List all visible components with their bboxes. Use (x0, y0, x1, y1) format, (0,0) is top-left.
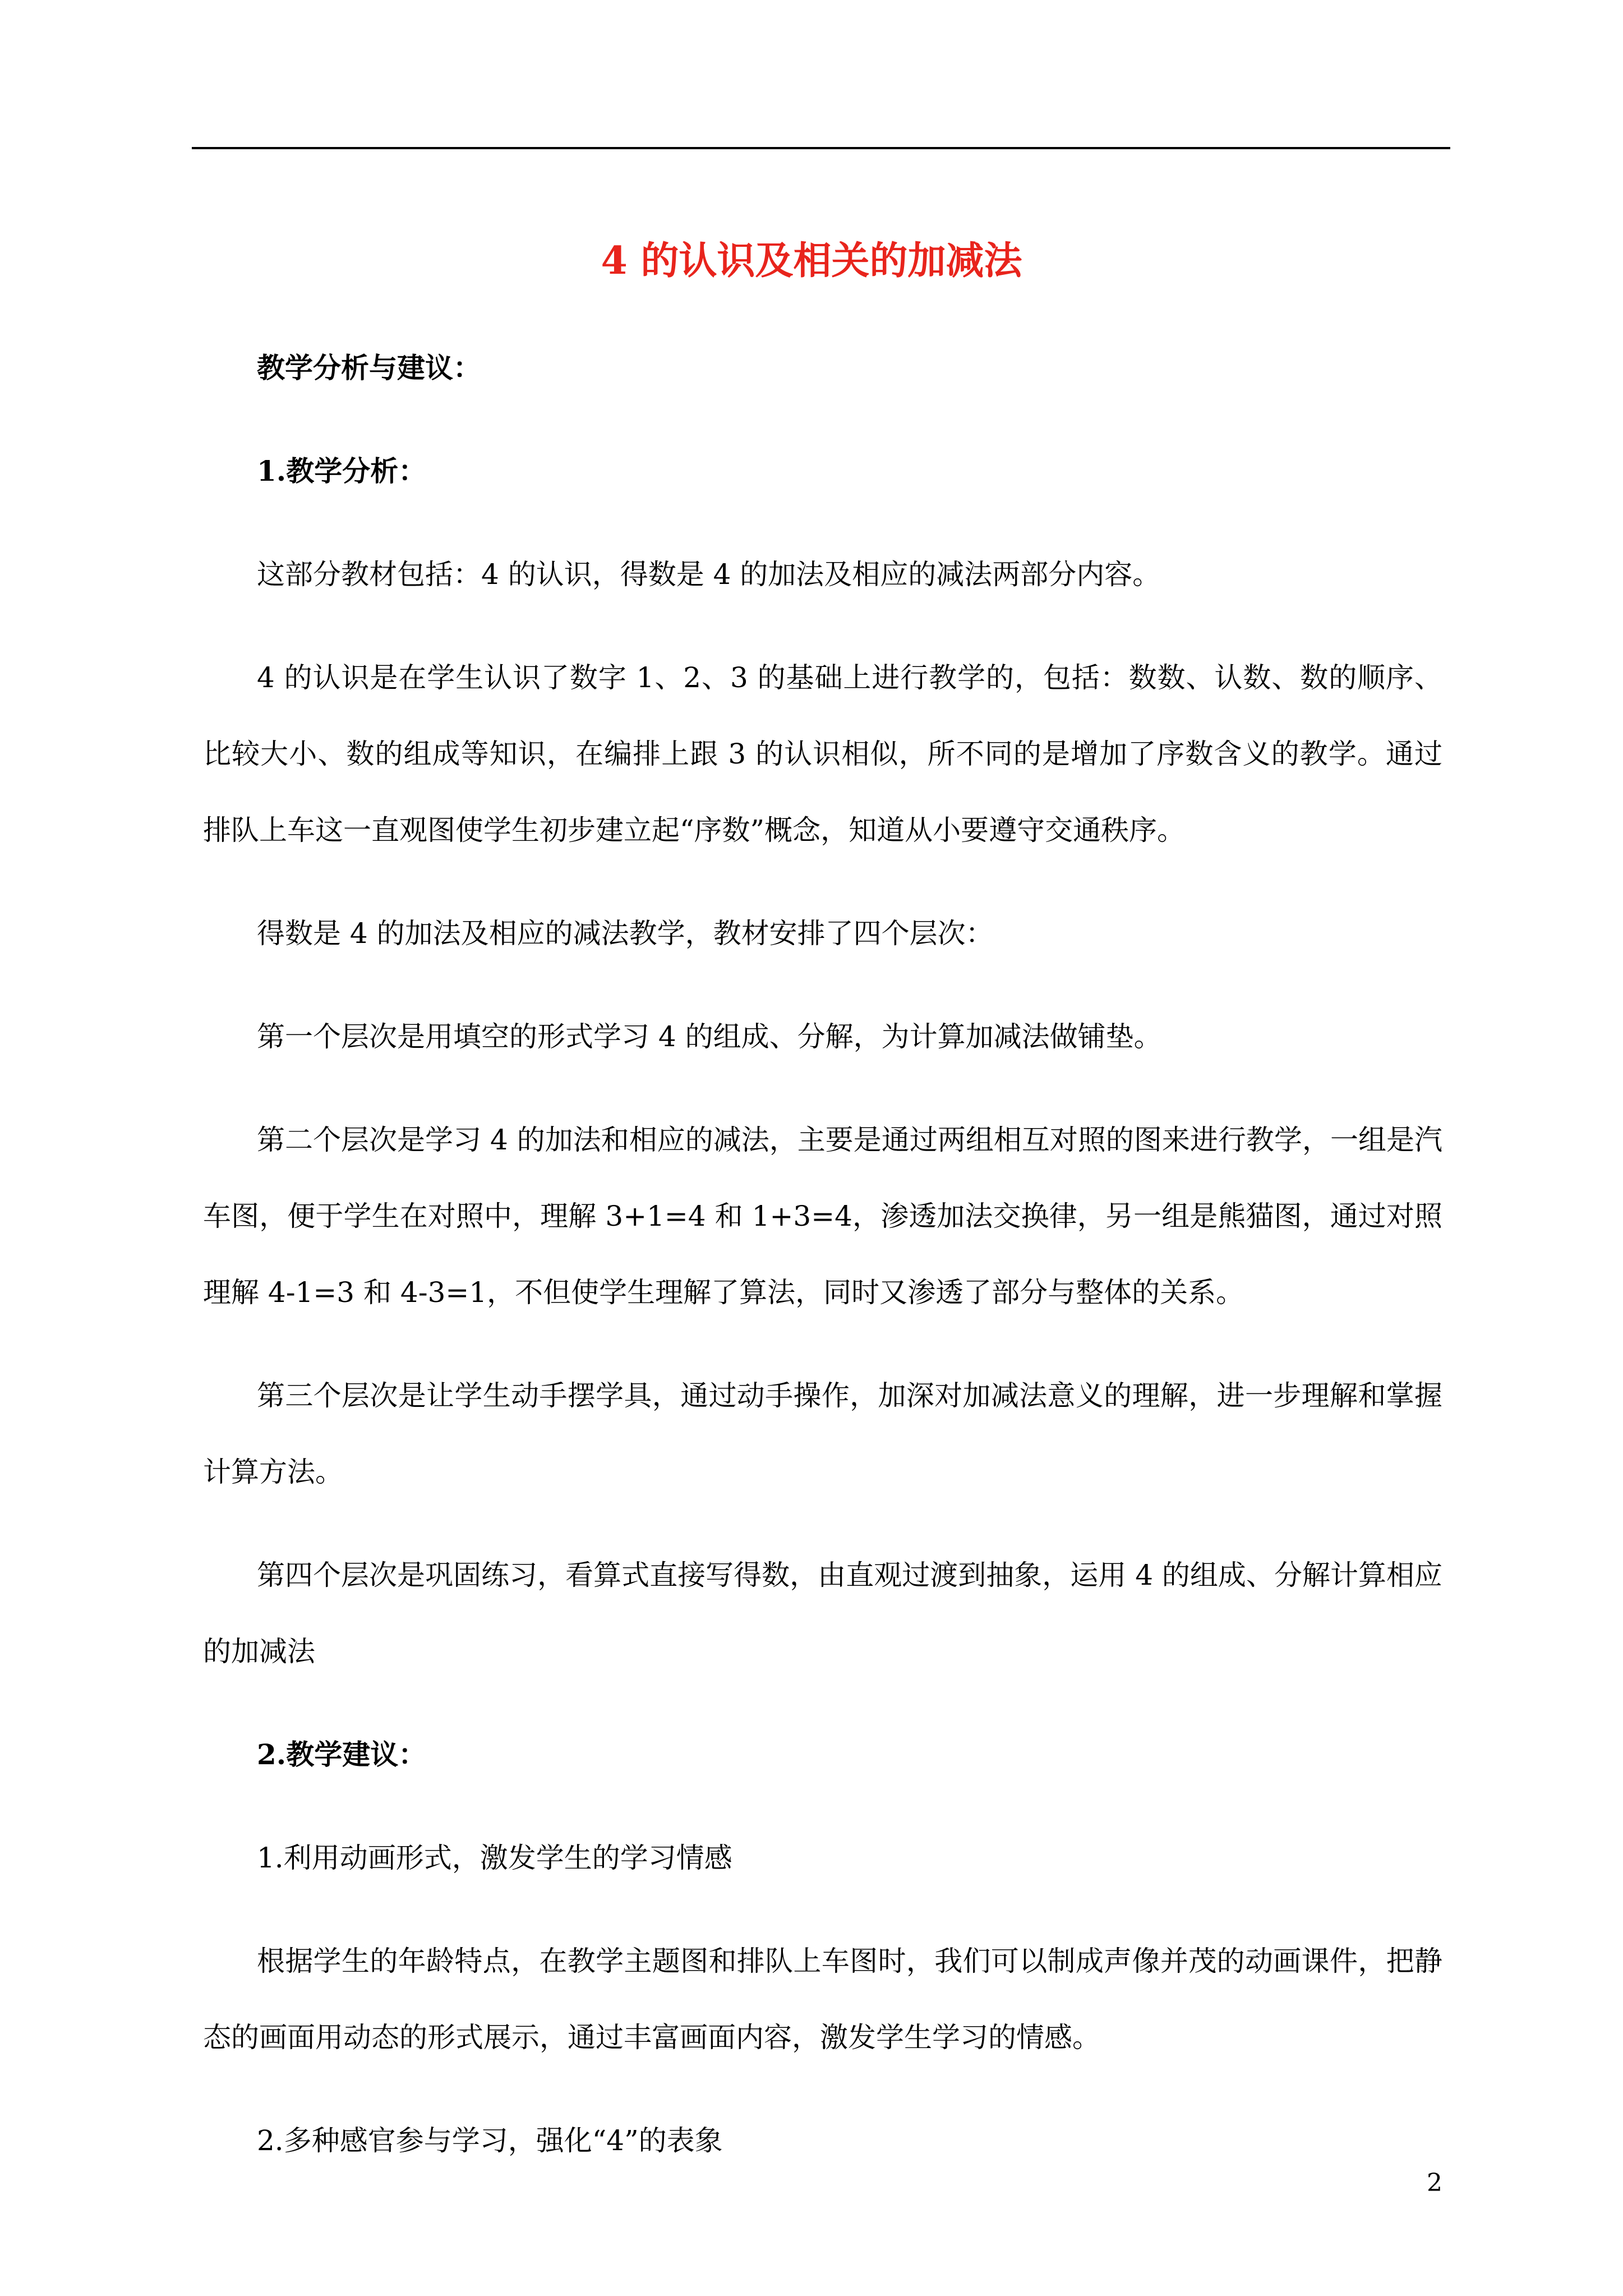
header-rule (192, 147, 1450, 149)
paragraph-5: 得数是 4 的加法及相应的减法教学，教材安排了四个层次： (257, 917, 994, 950)
paragraph-1: 教学分析与建议： (257, 351, 481, 384)
paragraph-6: 第一个层次是用填空的形式学习 4 的组成、分解，为计算加减法做铺垫。 (257, 1020, 1162, 1053)
document-title: 4 的认识及相关的加减法 (601, 238, 1022, 283)
paragraph-7: 第二个层次是学习 4 的加法和相应的减法，主要是通过两组相互对照的图来进行教学，一组是汽车图，便于学生在对照中，理解 3+1=4 和 1+3=4，渗透加法交换律，另一组是熊猫图，通过对照理解 4-1=3 和 4-3=1，不但使学生理解了算法，同时又渗透了部分与整体的关系。 (203, 1124, 1442, 1309)
paragraph-11: 1.利用动画形式，激发学生的学习情感 (257, 1842, 732, 1874)
paragraph-10: 2.教学建议： (257, 1738, 427, 1771)
document-body (203, 330, 1442, 2206)
paragraph-2: 1.教学分析： (257, 454, 427, 487)
paragraph-8: 第三个层次是让学生动手摆学具，通过动手操作，加深对加减法意义的理解，进一步理解和掌握计算方法。 (203, 1379, 1442, 1488)
paragraph-9: 第四个层次是巩固练习，看算式直接写得数，由直观过渡到抽象，运用 4 的组成、分解计算相应的加减法 (203, 1559, 1442, 1668)
paragraph-13: 2.多种感官参与学习，强化“4”的表象 (257, 2124, 723, 2157)
paragraph-4: 4 的认识是在学生认识了数字 1、2、3 的基础上进行教学的，包括：数数、认数、数的顺序、比较大小、数的组成等知识，在编排上跟 3 的认识相似，所不同的是增加了序数含义的教学。通过排队上车这一直观图使学生初步建立起“序数”概念，知道从小要遵守交通秩序。 (203, 661, 1442, 846)
page-number: 2 (1427, 2169, 1442, 2197)
paragraph-12: 根据学生的年龄特点，在教学主题图和排队上车图时，我们可以制成声像并茂的动画课件，把静态的画面用动态的形式展示，通过丰富画面内容，激发学生学习的情感。 (203, 1945, 1442, 2054)
paragraph-3: 这部分教材包括：4 的认识，得数是 4 的加法及相应的减法两部分内容。 (257, 558, 1161, 591)
